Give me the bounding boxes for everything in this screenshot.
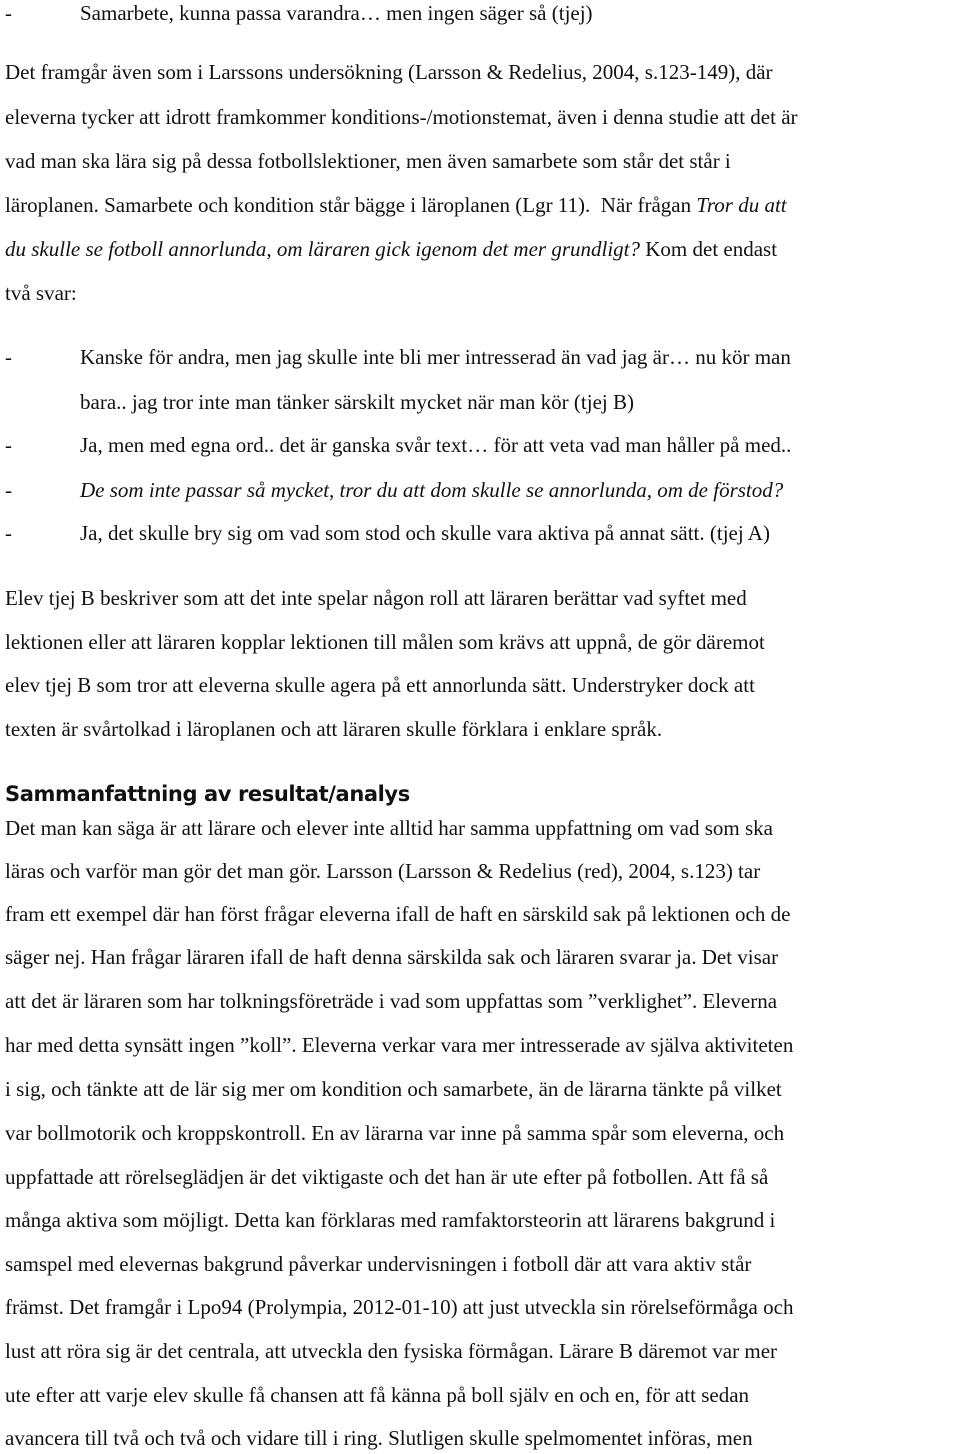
paragraph-text: läroplanen. Samarbete och kondition står bägge i läroplanen (Lgr 11). När frågan [5, 193, 697, 217]
paragraph-line: vad man ska lära sig på dessa fotbollslektioner, men även samarbete som står det står i [5, 149, 731, 173]
answer-text: Ja, det skulle bry sig om vad som stod och skulle vara aktiva på annat sätt. (tjej A) [80, 521, 770, 545]
paragraph-line: ute efter att varje elev skulle få chansen att få känna på boll själv en och en, för att sedan [5, 1383, 750, 1407]
paragraph-line: många aktiva som möjligt. Detta kan förklaras med ramfaktorsteorin att lärarens bakgrund i [5, 1208, 776, 1232]
section-heading: Sammanfattning av resultat/analys [5, 782, 410, 806]
paragraph-line: främst. Det framgår i Lpo94 (Prolympia, 2012-01-10) att just utveckla sin rörelseförmåga och [5, 1295, 794, 1319]
paragraph-line: fram ett exempel där han först frågar eleverna ifall de haft en särskild sak på lektionen och de [5, 902, 791, 926]
quote-text: Samarbete, kunna passa varandra… men ingen säger så (tjej) [80, 1, 593, 25]
paragraph-line: två svar: [5, 281, 77, 305]
answer-text: Kanske för andra, men jag skulle inte bli mer intresserad än vad jag är… nu kör man [80, 345, 791, 369]
question-italic: Tror du att [696, 193, 787, 217]
paragraph-line: har med detta synsätt ingen ”koll”. Eleverna verkar vara mer intresserade av själva aktiviteten [5, 1033, 794, 1057]
paragraph-line: avancera till två och två och vidare till i ring. Slutligen skulle spelmomentet införas, men [5, 1426, 753, 1450]
paragraph-line: säger nej. Han frågar läraren ifall de haft denna särskilda sak och läraren svarar ja. Det visar [5, 945, 779, 969]
paragraph-line [5, 235, 777, 263]
paragraph-line: uppfattade att rörelseglädjen är det viktigaste och det han är ute efter på fotbollen. Att få så [5, 1165, 769, 1189]
paragraph-line: i sig, och tänkte att de lär sig mer om kondition och samarbete, än de lärarna tänkte på vilket [5, 1077, 782, 1101]
bullet-dash: - [5, 433, 12, 457]
bullet-dash: - [5, 1, 12, 25]
paragraph-line: läras och varför man gör det man gör. Larsson (Larsson & Redelius (red), 2004, s.123) tar [5, 859, 761, 883]
paragraph-line: samspel med elevernas bakgrund påverkar undervisningen i fotboll där att vara aktiv står [5, 1252, 752, 1276]
answer-text: Ja, men med egna ord.. det är ganska svår text… för att veta vad man håller på med.. [80, 433, 792, 457]
paragraph-line: elev tjej B som tror att eleverna skulle agera på ett annorlunda sätt. Understryker dock att [5, 673, 755, 697]
paragraph-line: Det framgår även som i Larssons undersökning (Larsson & Redelius, 2004, s.123-149), där [5, 60, 773, 84]
paragraph-line: lust att röra sig är det centrala, att utveckla den fysiska förmågan. Lärare B däremot var mer [5, 1339, 778, 1363]
paragraph-line: att det är läraren som har tolkningsföreträde i vad som uppfattas som ”verklighet”. Eleverna [5, 989, 778, 1013]
bullet-dash: - [5, 478, 12, 502]
answer-text-italic: De som inte passar så mycket, tror du att dom skulle se annorlunda, om de förstod? [80, 478, 784, 502]
paragraph-line: Det man kan säga är att lärare och elever inte alltid har samma uppfattning om vad som ska [5, 816, 773, 840]
paragraph-line: Elev tjej B beskriver som att det inte spelar någon roll att läraren berättar vad syftet med [5, 586, 747, 610]
paragraph-text: Kom det endast [640, 237, 778, 261]
paragraph-line: lektionen eller att läraren kopplar lektionen till målen som krävs att uppnå, de gör däremot [5, 630, 765, 654]
bullet-dash: - [5, 345, 12, 369]
question-italic: du skulle se fotboll annorlunda, om läraren gick igenom det mer grundligt? [5, 237, 640, 261]
bullet-dash: - [5, 521, 12, 545]
paragraph-line [5, 191, 787, 219]
paragraph-line: var bollmotorik och kroppskontroll. En av lärarna var inne på samma spår som eleverna, och [5, 1121, 785, 1145]
paragraph-line: texten är svårtolkad i läroplanen och att läraren skulle förklara i enklare språk. [5, 717, 663, 741]
paragraph-line: eleverna tycker att idrott framkommer konditions-/motionstemat, även i denna studie att det är [5, 105, 798, 129]
answer-continuation: bara.. jag tror inte man tänker särskilt mycket när man kör (tjej B) [80, 390, 634, 414]
